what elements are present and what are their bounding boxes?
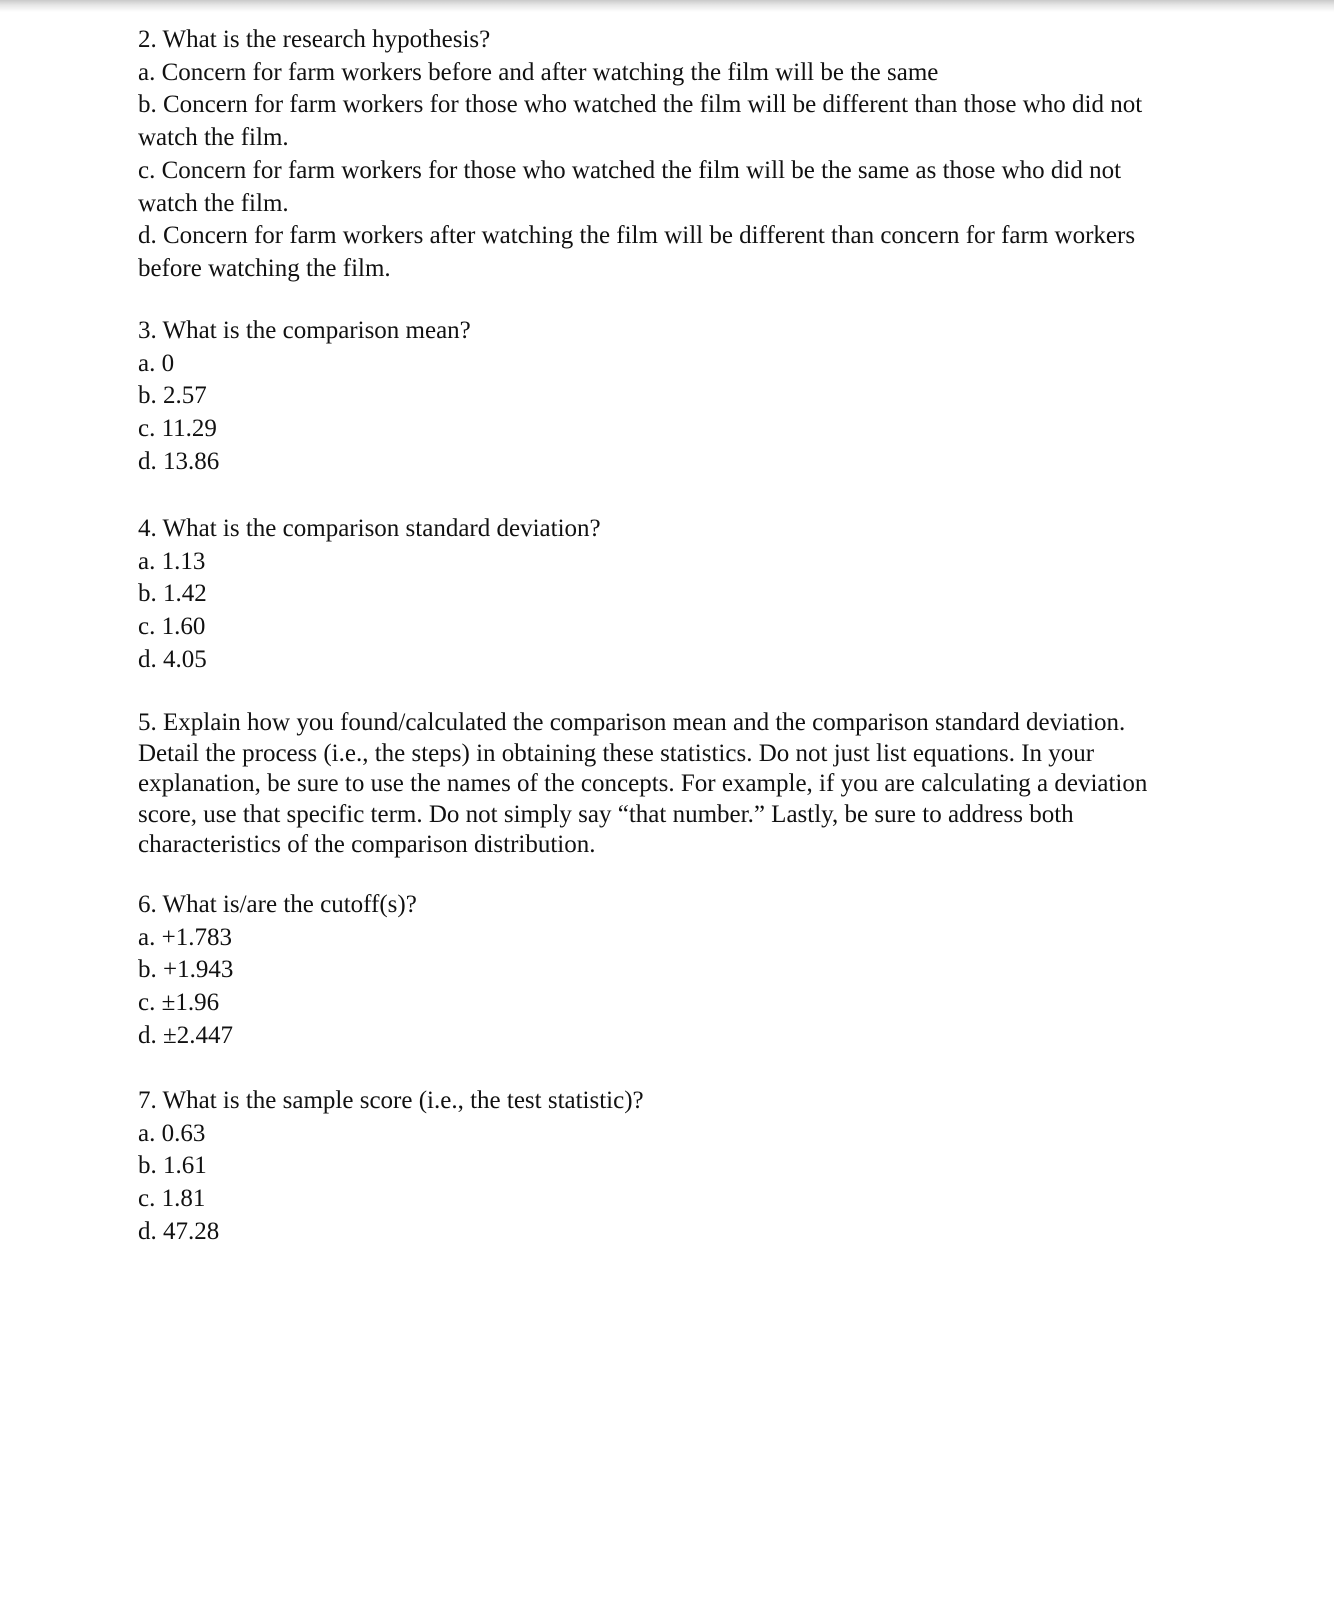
- option-d: d. ±2.447: [138, 1021, 233, 1049]
- option-a: a. 1.13: [138, 547, 206, 575]
- option-c: c. 1.60: [138, 613, 206, 641]
- question-5: [138, 708, 1168, 861]
- option-c: c. Concern for farm workers for those who watched the film will be the same as those who did not watch the film.: [138, 156, 1122, 217]
- question-7: [138, 1085, 1178, 1249]
- question-title: 6. What is/are the cutoff(s)?: [138, 891, 417, 918]
- option-d: d. 13.86: [138, 447, 220, 475]
- option-d: d. Concern for farm workers after watching the film will be different than concern for farm workers before watching the film.: [138, 222, 1136, 282]
- option-b: b. 1.61: [138, 1152, 207, 1180]
- question-title: 5. Explain how you found/calculated the comparison mean and the comparison standard deviation. Detail the process (i.e., the steps) in obtaining these statistics. Do not just list equations. In your explanation, be sure to use the names of the concepts. For example, if you are calculating a deviation score, use that specific term. Do not simply say “that number.” Lastly, be sure to address both characteristics of the comparison distribution.: [138, 709, 1148, 859]
- option-c: c. 11.29: [138, 415, 217, 443]
- option-d: d. 47.28: [138, 1217, 220, 1245]
- question-title: 7. What is the sample score (i.e., the test statistic)?: [138, 1087, 644, 1114]
- question-title: 4. What is the comparison standard deviation?: [138, 515, 601, 542]
- question-6: [138, 889, 1178, 1053]
- option-c: c. ±1.96: [138, 989, 220, 1017]
- option-c: c. 1.81: [138, 1185, 206, 1213]
- option-a: a. Concern for farm workers before and after watching the film will be the same: [138, 58, 939, 86]
- option-b: b. Concern for farm workers for those who watched the film will be different than those who did not watch the film.: [138, 91, 1143, 152]
- option-a: a. 0: [138, 349, 175, 377]
- question-2: [138, 24, 1178, 286]
- question-4: [138, 513, 1178, 677]
- question-title: 3. What is the comparison mean?: [138, 317, 471, 344]
- question-title: 2. What is the research hypothesis?: [138, 26, 491, 53]
- option-b: b. +1.943: [138, 956, 234, 984]
- option-b: b. 1.42: [138, 580, 207, 608]
- option-a: a. +1.783: [138, 923, 232, 951]
- option-d: d. 4.05: [138, 645, 207, 673]
- option-a: a. 0.63: [138, 1119, 206, 1147]
- page-top-shadow: [0, 0, 1334, 12]
- question-3: [138, 315, 1178, 479]
- option-b: b. 2.57: [138, 382, 207, 410]
